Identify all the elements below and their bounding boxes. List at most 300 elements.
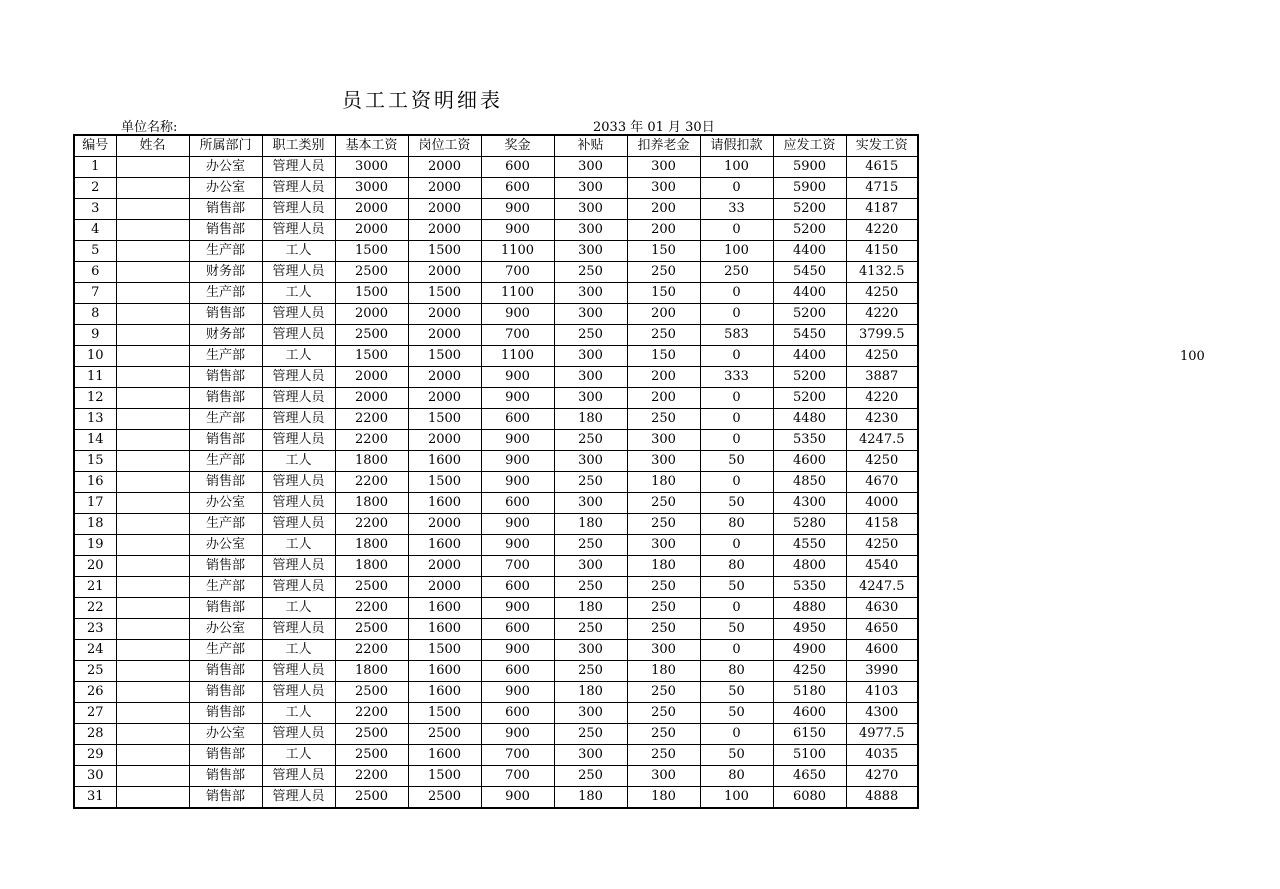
col-base-salary-cell[interactable]: 2500: [335, 262, 408, 283]
col-allowance-cell[interactable]: 300: [554, 703, 627, 724]
col-base-salary-cell[interactable]: 1800: [335, 451, 408, 472]
col-category-cell[interactable]: 管理人员: [262, 199, 335, 220]
col-allowance-cell[interactable]: 250: [554, 724, 627, 745]
col-bonus-cell[interactable]: 900: [481, 220, 554, 241]
col-gross-pay-cell[interactable]: 4480: [773, 409, 846, 430]
col-gross-pay-cell[interactable]: 5200: [773, 199, 846, 220]
col-leave-deduction-cell[interactable]: 0: [700, 472, 773, 493]
col-department-cell[interactable]: 办公室: [189, 619, 262, 640]
col-post-salary-cell[interactable]: 2000: [408, 262, 481, 283]
col-allowance-cell[interactable]: 300: [554, 367, 627, 388]
col-id-cell[interactable]: 30: [74, 766, 116, 787]
col-category-cell[interactable]: 管理人员: [262, 367, 335, 388]
col-name-cell[interactable]: [116, 220, 189, 241]
col-net-pay-cell[interactable]: 4250: [846, 346, 918, 367]
col-name-header[interactable]: 姓名: [116, 135, 189, 157]
col-leave-deduction-cell[interactable]: 0: [700, 724, 773, 745]
col-base-salary-cell[interactable]: 2200: [335, 598, 408, 619]
col-base-salary-cell[interactable]: 2500: [335, 745, 408, 766]
col-post-salary-cell[interactable]: 2000: [408, 388, 481, 409]
col-bonus-cell[interactable]: 600: [481, 178, 554, 199]
col-gross-pay-cell[interactable]: 5100: [773, 745, 846, 766]
col-leave-deduction-cell[interactable]: 333: [700, 367, 773, 388]
col-base-salary-cell[interactable]: 2200: [335, 640, 408, 661]
col-name-cell[interactable]: [116, 409, 189, 430]
col-allowance-cell[interactable]: 300: [554, 640, 627, 661]
col-allowance-cell[interactable]: 250: [554, 325, 627, 346]
col-bonus-cell[interactable]: 700: [481, 262, 554, 283]
col-pension-cell[interactable]: 150: [627, 283, 700, 304]
col-pension-cell[interactable]: 250: [627, 409, 700, 430]
col-gross-pay-cell[interactable]: 4950: [773, 619, 846, 640]
col-name-cell[interactable]: [116, 766, 189, 787]
col-net-pay-cell[interactable]: 4132.5: [846, 262, 918, 283]
col-allowance-cell[interactable]: 300: [554, 493, 627, 514]
col-department-cell[interactable]: 生产部: [189, 577, 262, 598]
col-leave-deduction-cell[interactable]: 50: [700, 682, 773, 703]
col-base-salary-cell[interactable]: 2500: [335, 724, 408, 745]
col-post-salary-cell[interactable]: 1500: [408, 640, 481, 661]
col-net-pay-cell[interactable]: 4220: [846, 304, 918, 325]
col-leave-deduction-cell[interactable]: 0: [700, 283, 773, 304]
col-category-cell[interactable]: 管理人员: [262, 472, 335, 493]
col-bonus-cell[interactable]: 600: [481, 619, 554, 640]
col-allowance-cell[interactable]: 300: [554, 178, 627, 199]
col-base-salary-cell[interactable]: 2200: [335, 703, 408, 724]
col-category-cell[interactable]: 管理人员: [262, 766, 335, 787]
col-gross-pay-cell[interactable]: 5900: [773, 157, 846, 178]
col-category-cell[interactable]: 管理人员: [262, 157, 335, 178]
col-leave-deduction-cell[interactable]: 80: [700, 766, 773, 787]
col-net-pay-cell[interactable]: 4247.5: [846, 577, 918, 598]
col-bonus-cell[interactable]: 900: [481, 514, 554, 535]
col-category-cell[interactable]: 工人: [262, 241, 335, 262]
col-gross-pay-cell[interactable]: 5450: [773, 325, 846, 346]
col-bonus-cell[interactable]: 1100: [481, 283, 554, 304]
col-department-cell[interactable]: 销售部: [189, 304, 262, 325]
col-pension-cell[interactable]: 250: [627, 724, 700, 745]
col-name-cell[interactable]: [116, 367, 189, 388]
col-net-pay-cell[interactable]: 4670: [846, 472, 918, 493]
col-category-cell[interactable]: 管理人员: [262, 619, 335, 640]
col-name-cell[interactable]: [116, 724, 189, 745]
col-id-cell[interactable]: 4: [74, 220, 116, 241]
col-net-pay-cell[interactable]: 4150: [846, 241, 918, 262]
col-post-salary-cell[interactable]: 1500: [408, 472, 481, 493]
col-gross-pay-cell[interactable]: 5350: [773, 430, 846, 451]
col-bonus-cell[interactable]: 600: [481, 157, 554, 178]
col-category-cell[interactable]: 管理人员: [262, 220, 335, 241]
col-pension-cell[interactable]: 250: [627, 619, 700, 640]
col-department-cell[interactable]: 财务部: [189, 262, 262, 283]
col-department-cell[interactable]: 生产部: [189, 514, 262, 535]
col-department-cell[interactable]: 生产部: [189, 241, 262, 262]
col-net-pay-cell[interactable]: 4247.5: [846, 430, 918, 451]
col-leave-deduction-cell[interactable]: 583: [700, 325, 773, 346]
col-base-salary-cell[interactable]: 2500: [335, 325, 408, 346]
col-id-cell[interactable]: 10: [74, 346, 116, 367]
col-name-cell[interactable]: [116, 535, 189, 556]
col-net-pay-cell[interactable]: 4035: [846, 745, 918, 766]
col-pension-cell[interactable]: 300: [627, 157, 700, 178]
col-id-cell[interactable]: 14: [74, 430, 116, 451]
col-net-pay-cell[interactable]: 4977.5: [846, 724, 918, 745]
col-pension-cell[interactable]: 200: [627, 304, 700, 325]
col-leave-deduction-cell[interactable]: 0: [700, 346, 773, 367]
col-gross-pay-cell[interactable]: 5200: [773, 304, 846, 325]
col-id-cell[interactable]: 8: [74, 304, 116, 325]
col-gross-pay-cell[interactable]: 5200: [773, 388, 846, 409]
col-id-cell[interactable]: 19: [74, 535, 116, 556]
col-department-cell[interactable]: 销售部: [189, 787, 262, 809]
col-id-cell[interactable]: 27: [74, 703, 116, 724]
col-allowance-cell[interactable]: 180: [554, 787, 627, 809]
col-pension-cell[interactable]: 250: [627, 514, 700, 535]
col-bonus-cell[interactable]: 900: [481, 640, 554, 661]
col-pension-cell[interactable]: 250: [627, 745, 700, 766]
col-gross-pay-cell[interactable]: 4250: [773, 661, 846, 682]
col-gross-pay-cell[interactable]: 4400: [773, 283, 846, 304]
col-category-cell[interactable]: 管理人员: [262, 577, 335, 598]
col-name-cell[interactable]: [116, 178, 189, 199]
col-allowance-cell[interactable]: 300: [554, 241, 627, 262]
col-category-cell[interactable]: 工人: [262, 451, 335, 472]
col-post-salary-cell[interactable]: 2000: [408, 514, 481, 535]
col-leave-deduction-cell[interactable]: 100: [700, 157, 773, 178]
col-bonus-header[interactable]: 奖金: [481, 135, 554, 157]
col-base-salary-cell[interactable]: 2000: [335, 388, 408, 409]
col-pension-cell[interactable]: 180: [627, 787, 700, 809]
col-department-cell[interactable]: 办公室: [189, 535, 262, 556]
col-category-cell[interactable]: 管理人员: [262, 430, 335, 451]
col-category-cell[interactable]: 工人: [262, 283, 335, 304]
col-gross-pay-cell[interactable]: 5200: [773, 220, 846, 241]
col-net-pay-cell[interactable]: 4615: [846, 157, 918, 178]
col-allowance-cell[interactable]: 300: [554, 199, 627, 220]
col-net-pay-cell[interactable]: 4187: [846, 199, 918, 220]
col-gross-pay-cell[interactable]: 4550: [773, 535, 846, 556]
col-category-cell[interactable]: 工人: [262, 745, 335, 766]
col-department-cell[interactable]: 生产部: [189, 283, 262, 304]
col-department-cell[interactable]: 办公室: [189, 178, 262, 199]
col-post-salary-cell[interactable]: 1600: [408, 535, 481, 556]
col-post-salary-cell[interactable]: 2500: [408, 724, 481, 745]
col-name-cell[interactable]: [116, 157, 189, 178]
col-department-cell[interactable]: 销售部: [189, 220, 262, 241]
col-base-salary-cell[interactable]: 2500: [335, 619, 408, 640]
col-pension-header[interactable]: 扣养老金: [627, 135, 700, 157]
col-allowance-cell[interactable]: 300: [554, 283, 627, 304]
col-category-cell[interactable]: 管理人员: [262, 493, 335, 514]
col-gross-pay-cell[interactable]: 5180: [773, 682, 846, 703]
col-leave-deduction-cell[interactable]: 0: [700, 430, 773, 451]
col-allowance-cell[interactable]: 300: [554, 346, 627, 367]
col-bonus-cell[interactable]: 900: [481, 367, 554, 388]
col-department-cell[interactable]: 销售部: [189, 388, 262, 409]
col-bonus-cell[interactable]: 600: [481, 409, 554, 430]
col-net-pay-cell[interactable]: 3887: [846, 367, 918, 388]
col-department-cell[interactable]: 生产部: [189, 640, 262, 661]
col-department-cell[interactable]: 销售部: [189, 367, 262, 388]
col-allowance-cell[interactable]: 180: [554, 514, 627, 535]
col-base-salary-cell[interactable]: 3000: [335, 178, 408, 199]
col-base-salary-cell[interactable]: 1800: [335, 493, 408, 514]
col-leave-deduction-cell[interactable]: 50: [700, 703, 773, 724]
col-name-cell[interactable]: [116, 514, 189, 535]
col-bonus-cell[interactable]: 900: [481, 388, 554, 409]
col-post-salary-cell[interactable]: 1500: [408, 409, 481, 430]
col-leave-deduction-cell[interactable]: 50: [700, 577, 773, 598]
col-department-cell[interactable]: 办公室: [189, 493, 262, 514]
col-id-cell[interactable]: 1: [74, 157, 116, 178]
col-allowance-cell[interactable]: 250: [554, 472, 627, 493]
col-gross-pay-cell[interactable]: 5350: [773, 577, 846, 598]
col-department-cell[interactable]: 销售部: [189, 661, 262, 682]
col-allowance-cell[interactable]: 300: [554, 220, 627, 241]
col-allowance-cell[interactable]: 180: [554, 682, 627, 703]
col-gross-pay-cell[interactable]: 4600: [773, 451, 846, 472]
col-gross-pay-cell[interactable]: 5280: [773, 514, 846, 535]
col-department-cell[interactable]: 销售部: [189, 682, 262, 703]
col-base-salary-cell[interactable]: 2000: [335, 304, 408, 325]
col-net-pay-header[interactable]: 实发工资: [846, 135, 918, 157]
col-pension-cell[interactable]: 200: [627, 199, 700, 220]
col-category-cell[interactable]: 工人: [262, 598, 335, 619]
col-base-salary-cell[interactable]: 2500: [335, 577, 408, 598]
col-allowance-cell[interactable]: 300: [554, 556, 627, 577]
col-department-cell[interactable]: 销售部: [189, 766, 262, 787]
col-id-cell[interactable]: 20: [74, 556, 116, 577]
col-post-salary-cell[interactable]: 1600: [408, 451, 481, 472]
col-net-pay-cell[interactable]: 4250: [846, 283, 918, 304]
col-post-salary-header[interactable]: 岗位工资: [408, 135, 481, 157]
col-leave-deduction-cell[interactable]: 0: [700, 178, 773, 199]
col-allowance-header[interactable]: 补贴: [554, 135, 627, 157]
col-post-salary-cell[interactable]: 2000: [408, 220, 481, 241]
col-id-header[interactable]: 编号: [74, 135, 116, 157]
col-bonus-cell[interactable]: 900: [481, 682, 554, 703]
col-base-salary-cell[interactable]: 2000: [335, 367, 408, 388]
col-id-cell[interactable]: 28: [74, 724, 116, 745]
col-id-cell[interactable]: 7: [74, 283, 116, 304]
col-pension-cell[interactable]: 250: [627, 577, 700, 598]
col-category-cell[interactable]: 管理人员: [262, 304, 335, 325]
col-leave-deduction-cell[interactable]: 80: [700, 661, 773, 682]
col-leave-deduction-cell[interactable]: 100: [700, 241, 773, 262]
col-base-salary-cell[interactable]: 2500: [335, 787, 408, 809]
col-pension-cell[interactable]: 300: [627, 640, 700, 661]
side-cell-value[interactable]: 100: [1180, 349, 1205, 364]
col-leave-deduction-cell[interactable]: 0: [700, 220, 773, 241]
col-id-cell[interactable]: 18: [74, 514, 116, 535]
col-post-salary-cell[interactable]: 1600: [408, 493, 481, 514]
col-category-cell[interactable]: 管理人员: [262, 661, 335, 682]
col-post-salary-cell[interactable]: 2000: [408, 304, 481, 325]
col-pension-cell[interactable]: 250: [627, 598, 700, 619]
col-name-cell[interactable]: [116, 451, 189, 472]
col-net-pay-cell[interactable]: 4270: [846, 766, 918, 787]
col-category-cell[interactable]: 管理人员: [262, 556, 335, 577]
col-post-salary-cell[interactable]: 1600: [408, 598, 481, 619]
col-leave-deduction-cell[interactable]: 50: [700, 745, 773, 766]
col-allowance-cell[interactable]: 250: [554, 619, 627, 640]
col-post-salary-cell[interactable]: 2000: [408, 199, 481, 220]
col-department-cell[interactable]: 销售部: [189, 598, 262, 619]
col-id-cell[interactable]: 23: [74, 619, 116, 640]
col-pension-cell[interactable]: 150: [627, 241, 700, 262]
col-gross-pay-cell[interactable]: 5200: [773, 367, 846, 388]
col-pension-cell[interactable]: 300: [627, 451, 700, 472]
col-post-salary-cell[interactable]: 2500: [408, 787, 481, 809]
col-name-cell[interactable]: [116, 430, 189, 451]
col-department-cell[interactable]: 销售部: [189, 556, 262, 577]
col-gross-pay-cell[interactable]: 4400: [773, 241, 846, 262]
col-pension-cell[interactable]: 300: [627, 178, 700, 199]
col-id-cell[interactable]: 31: [74, 787, 116, 809]
col-base-salary-cell[interactable]: 1500: [335, 283, 408, 304]
col-department-cell[interactable]: 办公室: [189, 724, 262, 745]
col-allowance-cell[interactable]: 300: [554, 304, 627, 325]
col-net-pay-cell[interactable]: 4220: [846, 388, 918, 409]
col-department-cell[interactable]: 销售部: [189, 430, 262, 451]
col-category-cell[interactable]: 工人: [262, 703, 335, 724]
col-leave-deduction-cell[interactable]: 33: [700, 199, 773, 220]
col-id-cell[interactable]: 25: [74, 661, 116, 682]
col-department-cell[interactable]: 生产部: [189, 346, 262, 367]
col-pension-cell[interactable]: 300: [627, 430, 700, 451]
col-name-cell[interactable]: [116, 703, 189, 724]
col-category-header[interactable]: 职工类别: [262, 135, 335, 157]
col-pension-cell[interactable]: 180: [627, 556, 700, 577]
col-allowance-cell[interactable]: 300: [554, 157, 627, 178]
col-leave-deduction-cell[interactable]: 0: [700, 409, 773, 430]
col-base-salary-cell[interactable]: 2200: [335, 514, 408, 535]
col-id-cell[interactable]: 15: [74, 451, 116, 472]
col-bonus-cell[interactable]: 1100: [481, 241, 554, 262]
col-id-cell[interactable]: 29: [74, 745, 116, 766]
col-allowance-cell[interactable]: 250: [554, 535, 627, 556]
col-post-salary-cell[interactable]: 2000: [408, 367, 481, 388]
col-bonus-cell[interactable]: 900: [481, 430, 554, 451]
col-gross-pay-cell[interactable]: 4600: [773, 703, 846, 724]
col-id-cell[interactable]: 11: [74, 367, 116, 388]
col-base-salary-cell[interactable]: 2000: [335, 199, 408, 220]
col-department-cell[interactable]: 销售部: [189, 199, 262, 220]
col-id-cell[interactable]: 13: [74, 409, 116, 430]
col-net-pay-cell[interactable]: 3990: [846, 661, 918, 682]
col-bonus-cell[interactable]: 900: [481, 724, 554, 745]
col-base-salary-cell[interactable]: 2200: [335, 766, 408, 787]
col-bonus-cell[interactable]: 600: [481, 661, 554, 682]
col-allowance-cell[interactable]: 250: [554, 430, 627, 451]
col-base-salary-cell[interactable]: 2200: [335, 472, 408, 493]
col-bonus-cell[interactable]: 1100: [481, 346, 554, 367]
col-id-cell[interactable]: 26: [74, 682, 116, 703]
col-net-pay-cell[interactable]: 4650: [846, 619, 918, 640]
col-gross-pay-cell[interactable]: 4880: [773, 598, 846, 619]
col-name-cell[interactable]: [116, 556, 189, 577]
col-name-cell[interactable]: [116, 682, 189, 703]
col-net-pay-cell[interactable]: 4158: [846, 514, 918, 535]
col-bonus-cell[interactable]: 700: [481, 556, 554, 577]
col-gross-pay-cell[interactable]: 4800: [773, 556, 846, 577]
col-post-salary-cell[interactable]: 1500: [408, 703, 481, 724]
col-id-cell[interactable]: 2: [74, 178, 116, 199]
col-category-cell[interactable]: 管理人员: [262, 724, 335, 745]
col-bonus-cell[interactable]: 600: [481, 577, 554, 598]
col-post-salary-cell[interactable]: 1600: [408, 661, 481, 682]
col-allowance-cell[interactable]: 300: [554, 745, 627, 766]
col-post-salary-cell[interactable]: 2000: [408, 157, 481, 178]
col-id-cell[interactable]: 9: [74, 325, 116, 346]
col-department-cell[interactable]: 办公室: [189, 157, 262, 178]
col-allowance-cell[interactable]: 180: [554, 598, 627, 619]
col-pension-cell[interactable]: 180: [627, 472, 700, 493]
col-department-cell[interactable]: 财务部: [189, 325, 262, 346]
col-name-cell[interactable]: [116, 640, 189, 661]
col-name-cell[interactable]: [116, 787, 189, 809]
col-department-cell[interactable]: 销售部: [189, 745, 262, 766]
col-base-salary-cell[interactable]: 2200: [335, 430, 408, 451]
col-bonus-cell[interactable]: 900: [481, 535, 554, 556]
col-bonus-cell[interactable]: 700: [481, 766, 554, 787]
col-pension-cell[interactable]: 300: [627, 535, 700, 556]
col-net-pay-cell[interactable]: 4000: [846, 493, 918, 514]
col-category-cell[interactable]: 管理人员: [262, 325, 335, 346]
col-category-cell[interactable]: 工人: [262, 346, 335, 367]
col-post-salary-cell[interactable]: 2000: [408, 577, 481, 598]
col-base-salary-header[interactable]: 基本工资: [335, 135, 408, 157]
col-post-salary-cell[interactable]: 1500: [408, 283, 481, 304]
col-bonus-cell[interactable]: 900: [481, 787, 554, 809]
col-base-salary-cell[interactable]: 1500: [335, 346, 408, 367]
col-pension-cell[interactable]: 250: [627, 262, 700, 283]
col-department-cell[interactable]: 生产部: [189, 451, 262, 472]
col-leave-deduction-cell[interactable]: 50: [700, 451, 773, 472]
col-post-salary-cell[interactable]: 1500: [408, 241, 481, 262]
col-leave-deduction-cell[interactable]: 80: [700, 556, 773, 577]
col-leave-deduction-cell[interactable]: 250: [700, 262, 773, 283]
col-gross-pay-cell[interactable]: 4650: [773, 766, 846, 787]
col-leave-deduction-cell[interactable]: 80: [700, 514, 773, 535]
col-name-cell[interactable]: [116, 346, 189, 367]
col-base-salary-cell[interactable]: 3000: [335, 157, 408, 178]
col-net-pay-cell[interactable]: 4888: [846, 787, 918, 809]
col-gross-pay-cell[interactable]: 5450: [773, 262, 846, 283]
col-gross-pay-cell[interactable]: 4400: [773, 346, 846, 367]
col-category-cell[interactable]: 工人: [262, 535, 335, 556]
col-pension-cell[interactable]: 250: [627, 703, 700, 724]
col-name-cell[interactable]: [116, 262, 189, 283]
col-leave-deduction-cell[interactable]: 100: [700, 787, 773, 809]
col-bonus-cell[interactable]: 600: [481, 493, 554, 514]
col-name-cell[interactable]: [116, 619, 189, 640]
col-net-pay-cell[interactable]: 4540: [846, 556, 918, 577]
col-pension-cell[interactable]: 250: [627, 682, 700, 703]
col-base-salary-cell[interactable]: 1800: [335, 535, 408, 556]
col-name-cell[interactable]: [116, 199, 189, 220]
col-allowance-cell[interactable]: 250: [554, 262, 627, 283]
col-allowance-cell[interactable]: 300: [554, 451, 627, 472]
col-pension-cell[interactable]: 200: [627, 388, 700, 409]
col-net-pay-cell[interactable]: 4300: [846, 703, 918, 724]
col-allowance-cell[interactable]: 300: [554, 388, 627, 409]
col-post-salary-cell[interactable]: 2000: [408, 178, 481, 199]
col-net-pay-cell[interactable]: 4220: [846, 220, 918, 241]
col-pension-cell[interactable]: 250: [627, 325, 700, 346]
col-leave-deduction-cell[interactable]: 0: [700, 535, 773, 556]
col-base-salary-cell[interactable]: 2500: [335, 682, 408, 703]
